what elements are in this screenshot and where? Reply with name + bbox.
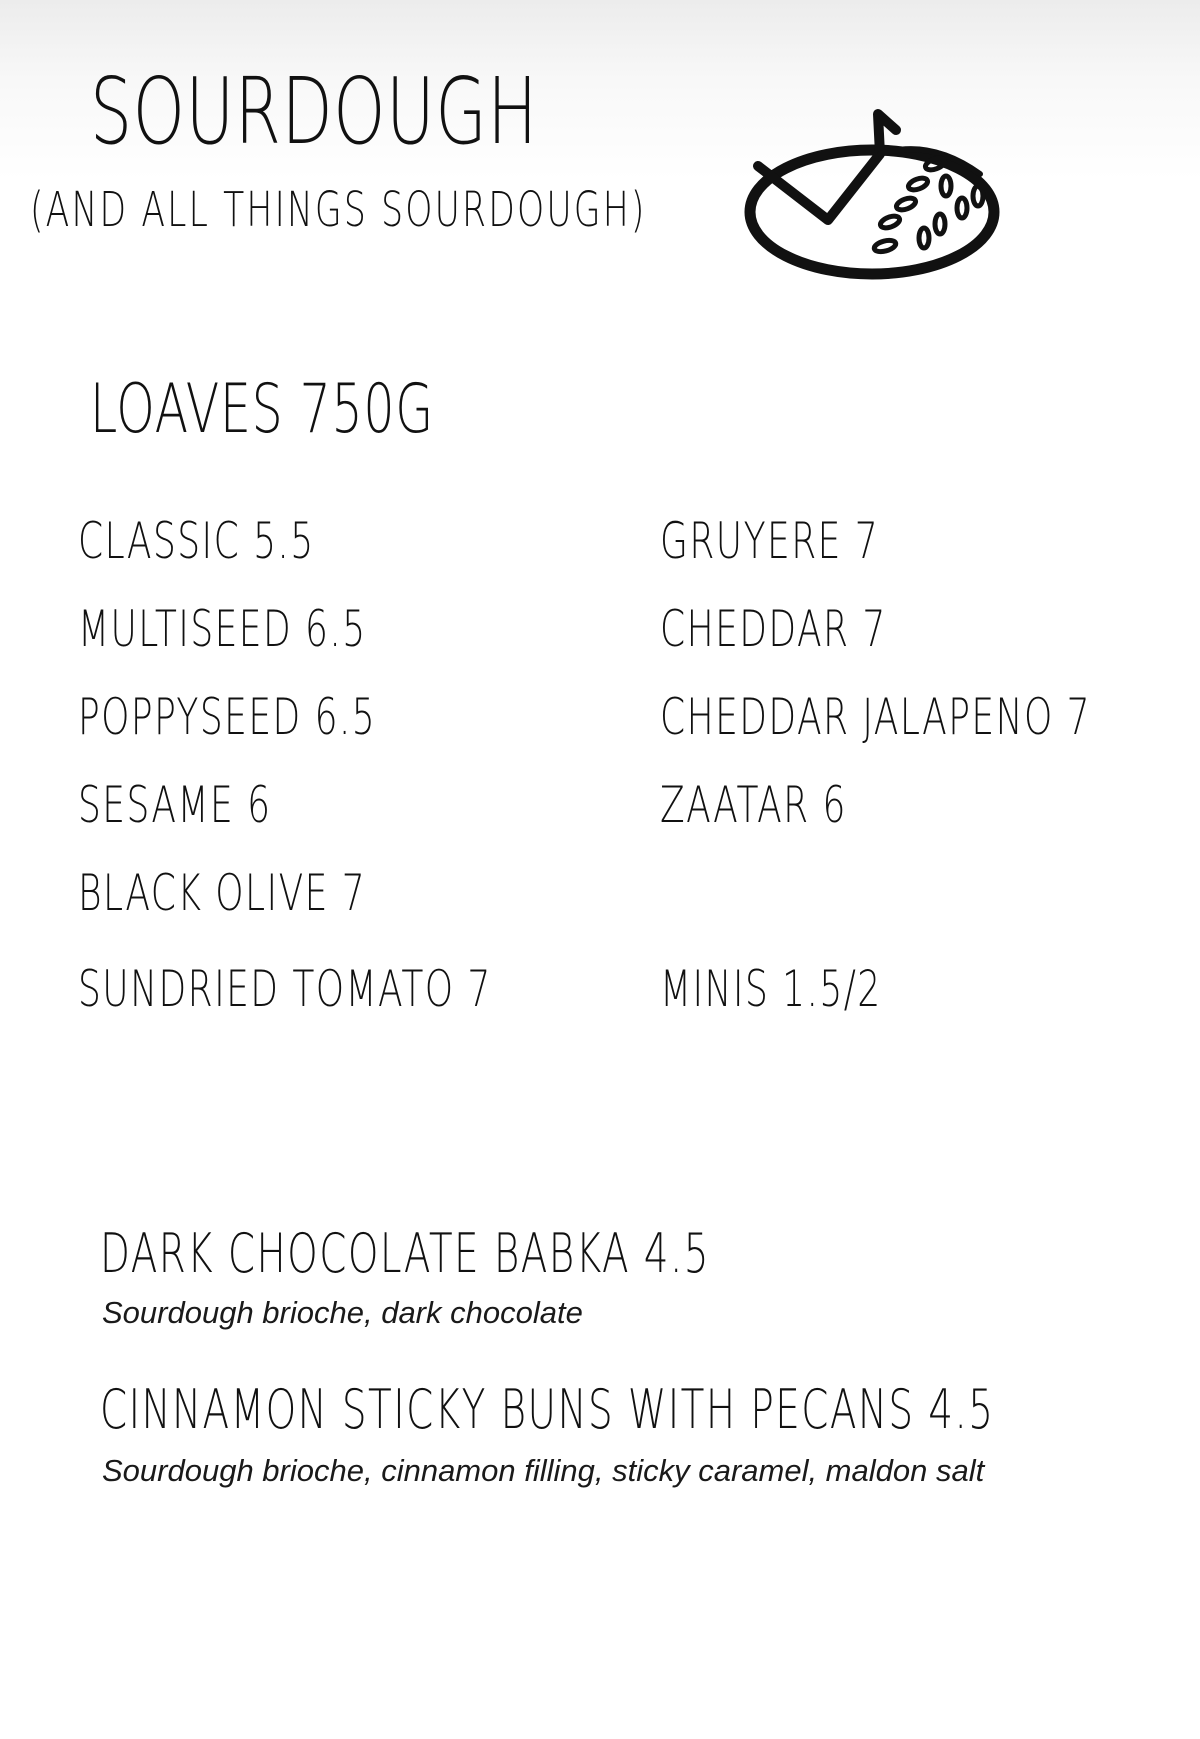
loaf-item: SUNDRIED TOMATO 7: [78, 960, 492, 1018]
pastry-description: Sourdough brioche, dark chocolate: [102, 1295, 583, 1330]
loaf-item: GRUYERE 7: [660, 512, 880, 570]
menu-subtitle: (AND ALL THINGS SOURDOUGH): [30, 182, 647, 238]
menu-title: SOURDOUGH: [90, 58, 538, 165]
pastry-description: Sourdough brioche, cinnamon filling, sticky caramel, maldon salt: [102, 1453, 985, 1488]
loaf-item: CLASSIC 5.5: [78, 512, 315, 570]
loaf-item: BLACK OLIVE 7: [78, 864, 367, 922]
pastry-name: CINNAMON STICKY BUNS WITH PECANS 4.5: [100, 1378, 995, 1441]
loaf-item: POPPYSEED 6.5: [78, 688, 377, 746]
loaves-heading: LOAVES 750G: [90, 370, 434, 449]
loaf-item: ZAATAR 6: [660, 776, 847, 834]
pastry-name: DARK CHOCOLATE BABKA 4.5: [100, 1222, 710, 1285]
loaf-item: SESAME 6: [78, 776, 272, 834]
bread-loaf-icon: [740, 100, 1010, 290]
loaf-item: MULTISEED 6.5: [78, 600, 367, 658]
loaf-item: CHEDDAR 7: [660, 600, 887, 658]
loaf-item-minis: MINIS 1.5/2: [660, 960, 882, 1018]
loaf-item: CHEDDAR JALAPENO 7: [660, 688, 1091, 746]
